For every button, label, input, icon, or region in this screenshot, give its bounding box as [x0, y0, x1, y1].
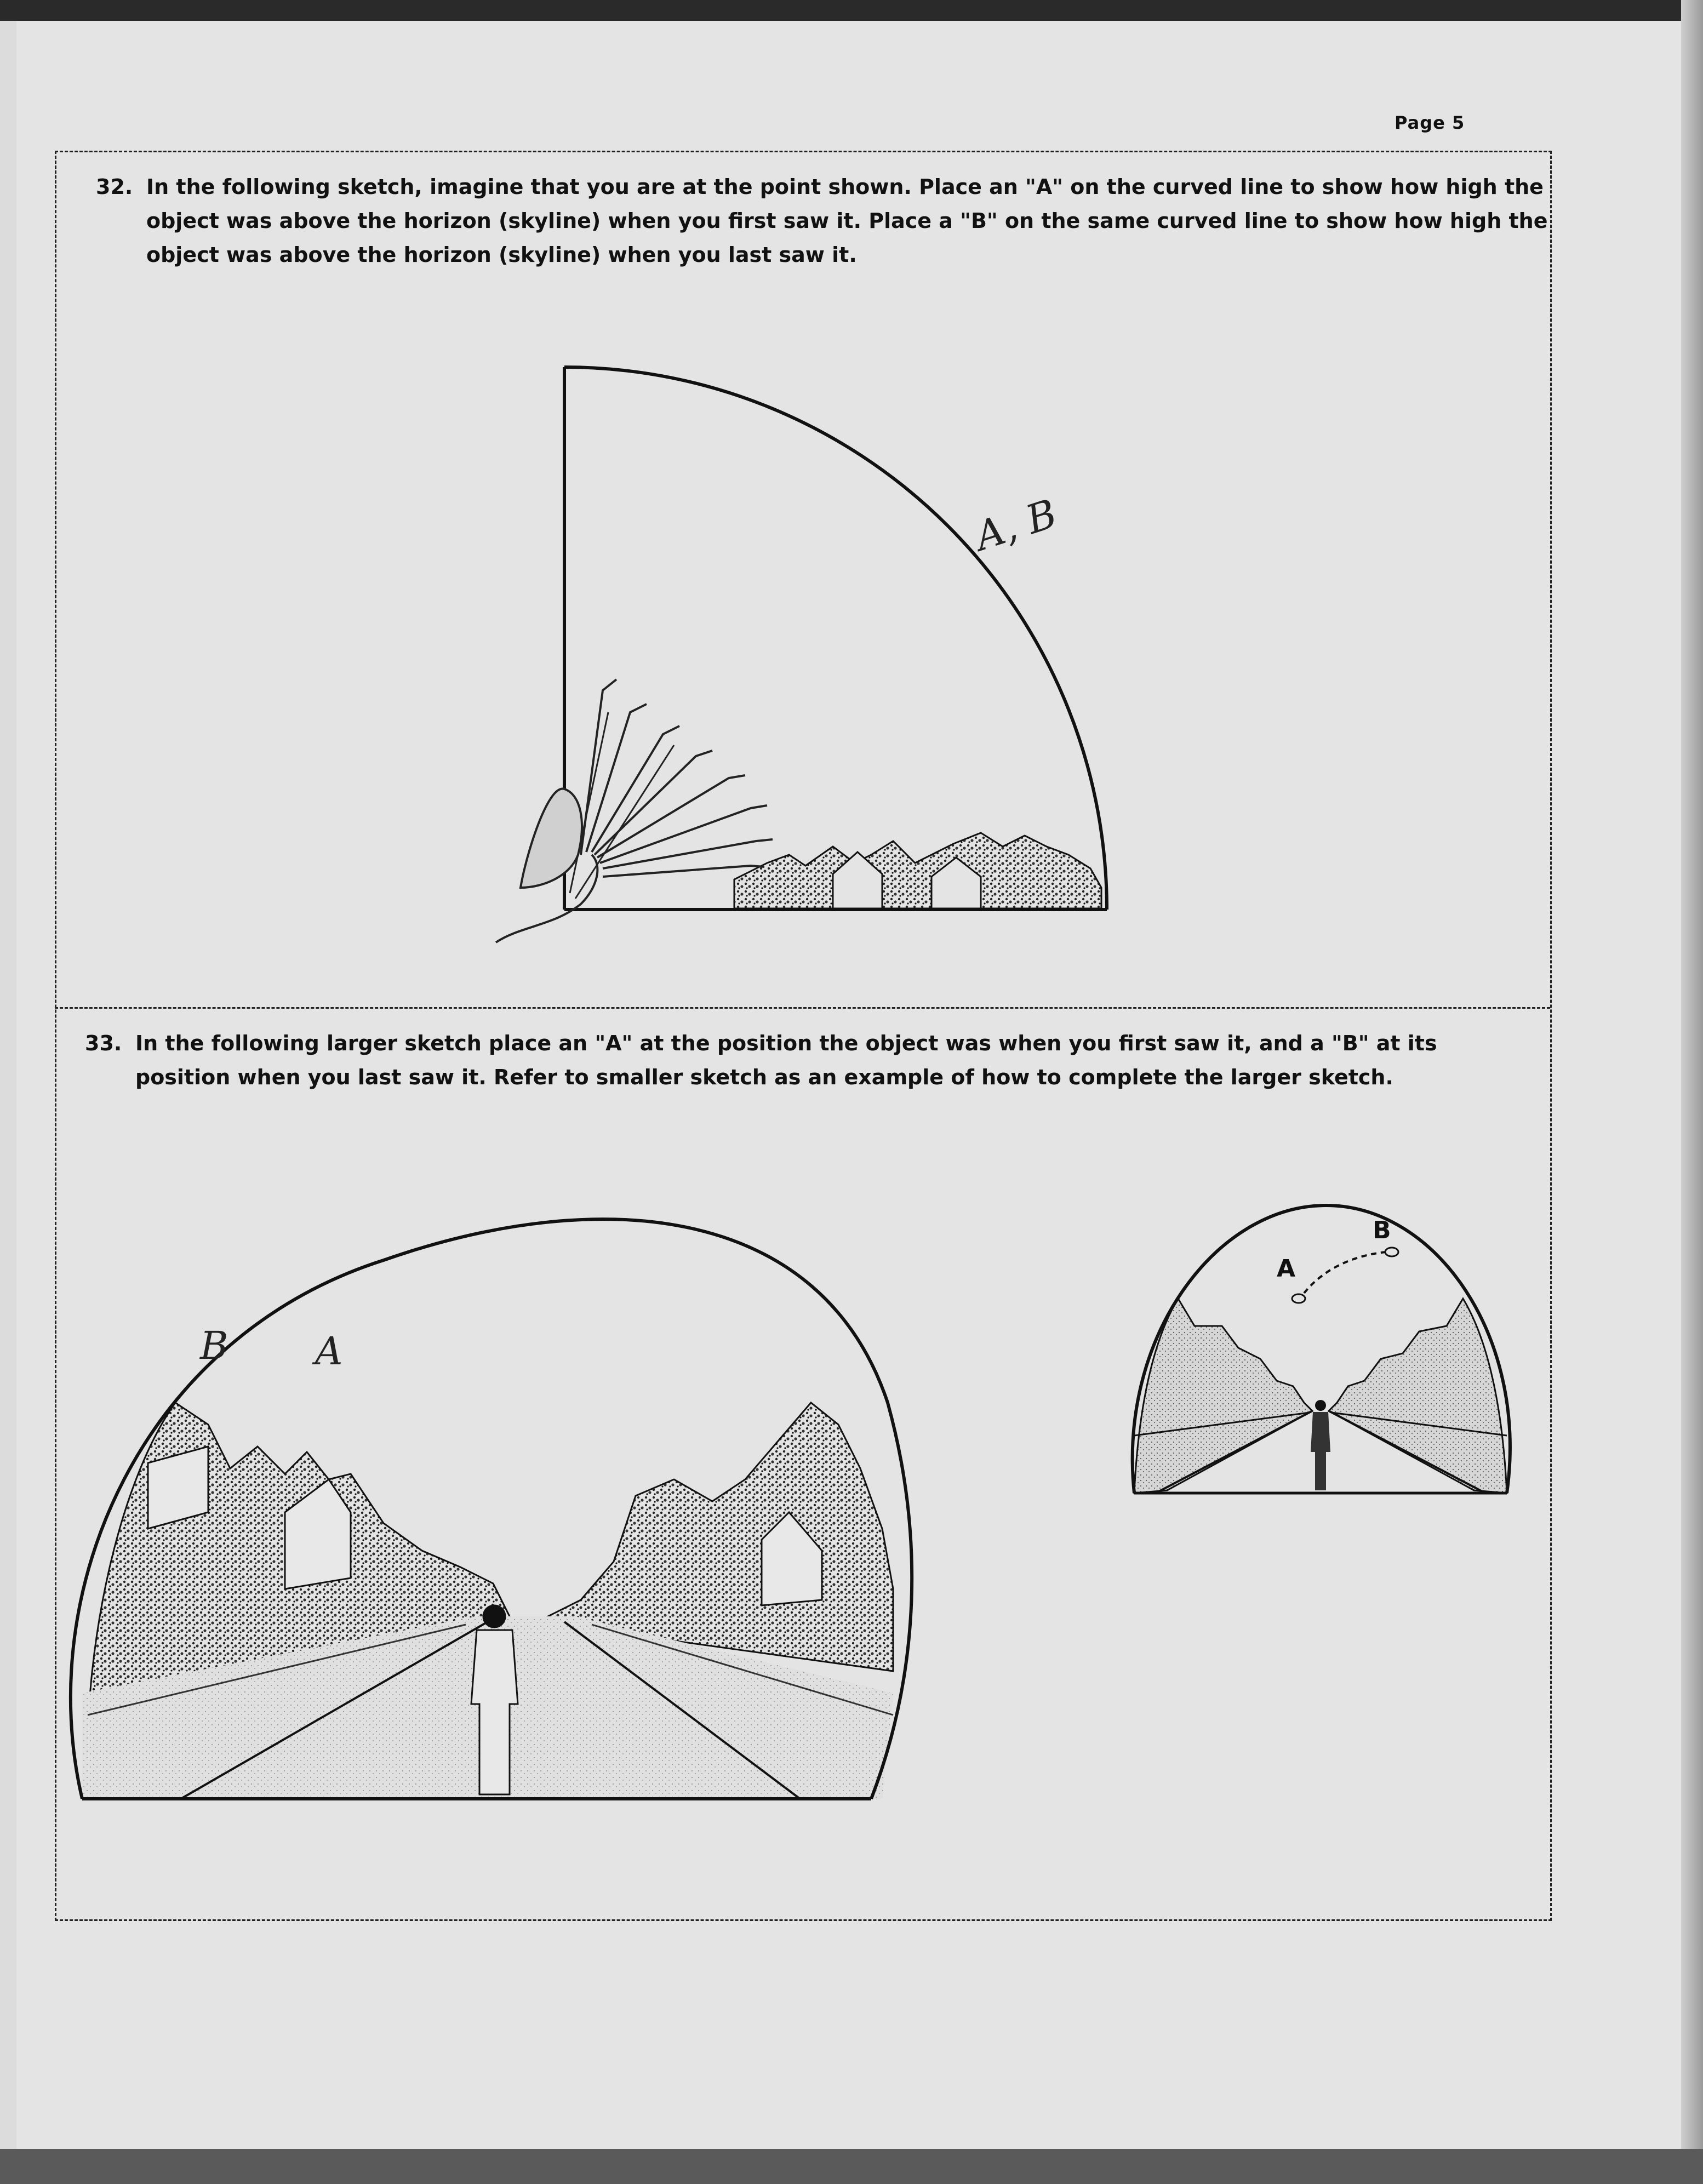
- question-33-number: 33.: [85, 1031, 122, 1055]
- question-33-text: In the following larger sketch place an "A" at the position the object was when you first saw it, and a "B" at its position when you last saw it. Refer to smaller sketch as an example of how to complete the larger sketch.: [135, 1031, 1437, 1089]
- question-32-text: In the following sketch, imagine that you are at the point shown. Place an "A" on the curved line to show how high the object was above the horizon (skyline) when you first saw it. Place a "B" on the same curved line to show how high the object was above the horizon (skyline) when you last saw it.: [146, 175, 1548, 267]
- example-label-b: B: [1373, 1216, 1391, 1244]
- question-32-number: 32.: [96, 175, 133, 199]
- large-road-sketch: [71, 1207, 1004, 1799]
- page-number: Page 5: [1395, 112, 1465, 133]
- handwritten-answer-32: A, B: [969, 490, 1062, 560]
- example-label-a: A: [1277, 1255, 1296, 1283]
- example-road-sketch: [1133, 1205, 1510, 1493]
- quadrant-skyline: [734, 833, 1101, 908]
- pointing-hands-figure: [496, 679, 773, 942]
- handwritten-a-large: A: [315, 1329, 343, 1374]
- handwritten-b-large: B: [200, 1323, 228, 1368]
